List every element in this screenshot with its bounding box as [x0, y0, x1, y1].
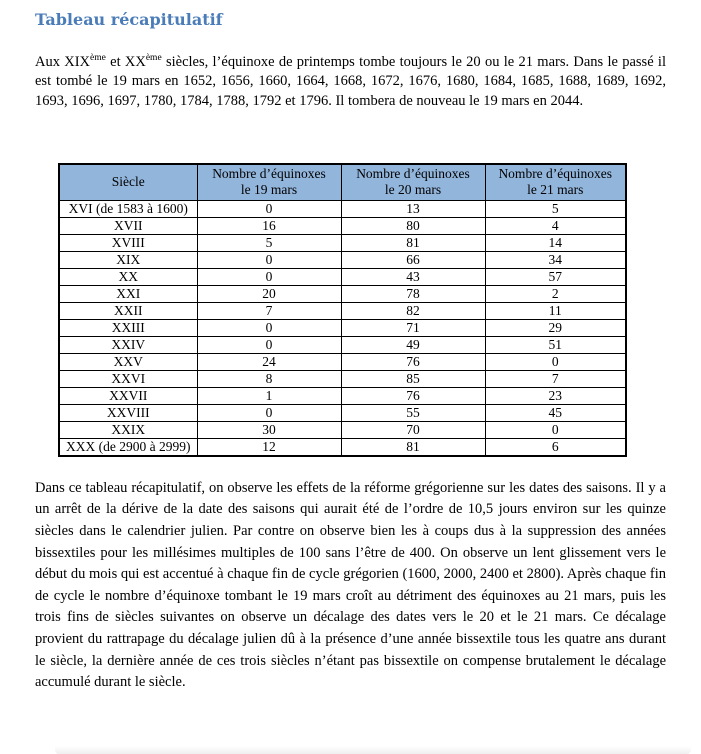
table-body [59, 200, 626, 456]
equinox-count-cell: 7 [485, 370, 626, 387]
equinox-count-cell: 57 [485, 268, 626, 285]
century-cell: XXII [59, 302, 197, 319]
equinox-count-cell: 70 [341, 421, 485, 438]
equinox-count-cell: 80 [341, 217, 485, 234]
table-row [59, 285, 626, 302]
equinox-count-cell: 20 [197, 285, 341, 302]
column-header: Nombre d’équinoxes le 21 mars [485, 164, 626, 201]
table-row [59, 217, 626, 234]
table-row [59, 370, 626, 387]
equinox-count-cell: 34 [485, 251, 626, 268]
equinox-count-cell: 81 [341, 438, 485, 456]
equinox-count-cell: 76 [341, 353, 485, 370]
equinox-count-cell: 0 [197, 251, 341, 268]
equinox-count-cell: 49 [341, 336, 485, 353]
ordinal-superscript: ème [145, 53, 162, 64]
century-cell: XVII [59, 217, 197, 234]
table-row [59, 319, 626, 336]
equinox-count-cell: 0 [197, 319, 341, 336]
equinox-count-cell: 23 [485, 387, 626, 404]
page-bottom-shadow [55, 746, 691, 754]
century-cell: XXIII [59, 319, 197, 336]
table-row [59, 421, 626, 438]
analysis-paragraph: Dans ce tableau récapitulatif, on observe les effets de la réforme grégorienne sur les dates des saisons. Il y a un arrêt de la dérive de la date des saisons qui aurait été de l’ordre de 10,5 jours environ sur les quinze siècles dans le calendrier julien. Par contre on observe bien les à coups dus à la suppression des années bissextiles pour les millésimes multiples de 100 sans l’être de 400. On observe un lent glissement vers le début du mois qui est accentué à chaque fin de cycle grégorien (1600, 2000, 2400 et 2800). Après chaque fin de cycle le nombre d’équinoxe tombant le 19 mars croît au détriment des équinoxes au 21 mars, puis les trois fins de siècles suivantes on observe un décalage des dates vers le 20 et le 21 mars. Ce décalage provient du rattrapage du décalage julien dû à la présence d’une année bissextile tous les quatre ans durant le siècle, la dernière année de ces trois siècles n’étant pas bissextile on compense brutalement le décalage accumulé durant le siècle. [35, 479, 666, 691]
equinox-count-cell: 8 [197, 370, 341, 387]
table-row [59, 234, 626, 251]
equinox-count-cell: 16 [197, 217, 341, 234]
equinox-count-cell: 5 [485, 200, 626, 217]
intro-text-part2: et XX [105, 54, 146, 70]
equinox-count-cell: 4 [485, 217, 626, 234]
table-row [59, 353, 626, 370]
century-cell: XX [59, 268, 197, 285]
equinox-count-cell: 66 [341, 251, 485, 268]
table-header [59, 164, 626, 201]
equinox-count-cell: 24 [197, 353, 341, 370]
column-header: Siècle [59, 164, 197, 201]
century-cell: XXVIII [59, 404, 197, 421]
equinox-count-cell: 1 [197, 387, 341, 404]
table-row [59, 387, 626, 404]
equinox-count-cell: 85 [341, 370, 485, 387]
equinox-count-cell: 78 [341, 285, 485, 302]
table-row [59, 336, 626, 353]
table-header-row [59, 164, 626, 201]
ordinal-superscript: ème [90, 53, 106, 64]
equinox-summary-table [58, 163, 627, 457]
equinox-count-cell: 82 [341, 302, 485, 319]
equinox-count-cell: 0 [197, 404, 341, 421]
equinox-count-cell: 12 [197, 438, 341, 456]
intro-paragraph [35, 53, 666, 111]
table-row [59, 438, 626, 456]
table-row [59, 404, 626, 421]
equinox-count-cell: 0 [197, 200, 341, 217]
century-cell: XXI [59, 285, 197, 302]
century-cell: XVIII [59, 234, 197, 251]
equinox-count-cell: 81 [341, 234, 485, 251]
century-cell: XXVII [59, 387, 197, 404]
equinox-count-cell: 13 [341, 200, 485, 217]
equinox-count-cell: 0 [485, 353, 626, 370]
column-header: Nombre d’équinoxes le 20 mars [341, 164, 485, 201]
equinox-count-cell: 51 [485, 336, 626, 353]
equinox-count-cell: 30 [197, 421, 341, 438]
table-row [59, 200, 626, 217]
century-cell: XXV [59, 353, 197, 370]
equinox-count-cell: 76 [341, 387, 485, 404]
intro-text-part3: siècles, l’équinoxe de printemps tombe toujours le 20 ou le 21 mars. Dans le passé il est tombé le 19 mars en 1652, 1656, 1660, 1664, 1668, 1672, 1676, 1680, 1684, 1685, 1688, 1689, 1692, 1693, 1696, 1697, 1780, 1784, 1788, 1792 et 1796. Il tombera de nouveau le 19 mars en 2044. [35, 54, 666, 109]
equinox-count-cell: 0 [485, 421, 626, 438]
equinox-count-cell: 5 [197, 234, 341, 251]
equinox-count-cell: 29 [485, 319, 626, 336]
equinox-count-cell: 45 [485, 404, 626, 421]
century-cell: XXVI [59, 370, 197, 387]
equinox-count-cell: 7 [197, 302, 341, 319]
equinox-count-cell: 0 [197, 268, 341, 285]
page-title: Tableau récapitulatif [35, 10, 223, 29]
equinox-count-cell: 43 [341, 268, 485, 285]
intro-text-part1: Aux XIX [35, 54, 91, 70]
table-row [59, 302, 626, 319]
century-cell: XVI (de 1583 à 1600) [59, 200, 197, 217]
century-cell: XXIX [59, 421, 197, 438]
century-cell: XXIV [59, 336, 197, 353]
century-cell: XXX (de 2900 à 2999) [59, 438, 197, 456]
equinox-count-cell: 0 [197, 336, 341, 353]
equinox-count-cell: 11 [485, 302, 626, 319]
equinox-count-cell: 14 [485, 234, 626, 251]
equinox-count-cell: 71 [341, 319, 485, 336]
column-header: Nombre d’équinoxes le 19 mars [197, 164, 341, 201]
table-row [59, 268, 626, 285]
century-cell: XIX [59, 251, 197, 268]
equinox-count-cell: 6 [485, 438, 626, 456]
equinox-count-cell: 55 [341, 404, 485, 421]
equinox-count-cell: 2 [485, 285, 626, 302]
table-row [59, 251, 626, 268]
